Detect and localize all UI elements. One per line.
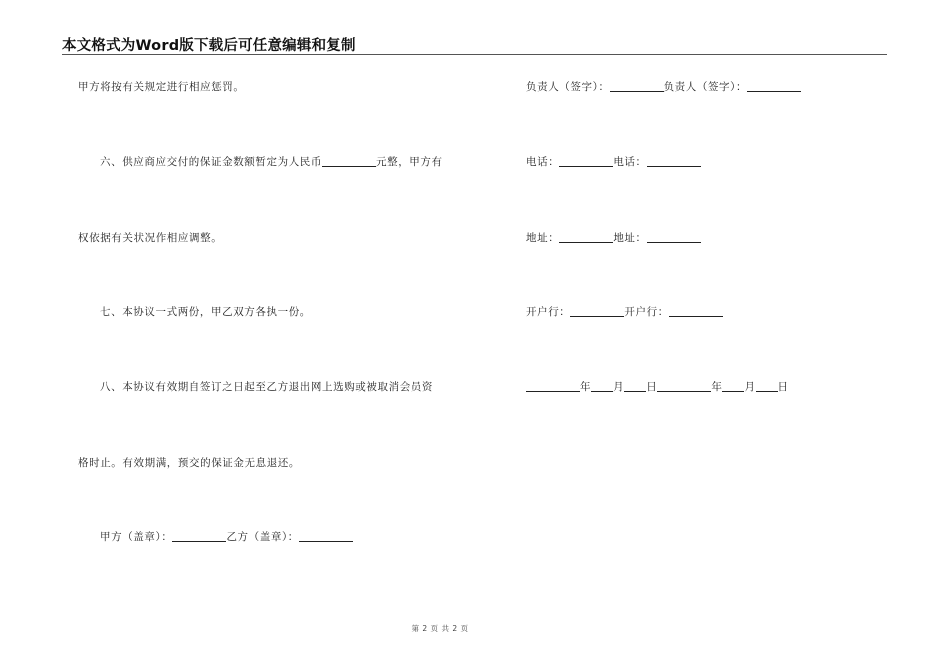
phone-blank-a — [559, 154, 613, 167]
date-month-blank-b — [722, 379, 744, 392]
party-b-seal-label: 乙方（盖章）： — [226, 531, 299, 543]
address-line — [526, 230, 701, 245]
page-number-footer: 第 2 页 共 2 页 — [411, 624, 469, 633]
date-day-blank-b — [756, 379, 778, 392]
bank-blank-b — [669, 304, 723, 317]
deposit-text-a: 六、供应商应交付的保证金数额暂定为人民币 — [100, 156, 322, 168]
responsible-signature-line — [526, 79, 801, 94]
responsible-label-b: 负责人（签字）： — [663, 81, 748, 93]
document-header-title: 本文格式为Word版下载后可任意编辑和复制 — [62, 38, 356, 54]
phone-label-a: 电话： — [526, 156, 560, 168]
date-year-blank-b — [657, 379, 711, 392]
address-label-a: 地址： — [526, 232, 560, 244]
date-year-label-b: 年 — [711, 381, 723, 393]
phone-line — [526, 154, 701, 169]
phone-label-b: 电话： — [613, 156, 647, 168]
paragraph-deposit-adjust: 权依据有关状况作相应调整。 — [78, 232, 223, 244]
date-line — [526, 379, 789, 394]
paragraph-copies: 七、本协议一式两份，甲乙双方各执一份。 — [100, 306, 311, 318]
paragraph-penalty: 甲方将按有关规定进行相应惩罚。 — [78, 81, 245, 93]
phone-blank-b — [647, 154, 701, 167]
bank-label-b: 开户行： — [624, 306, 669, 318]
bank-line — [526, 304, 723, 319]
date-day-blank-a — [624, 379, 646, 392]
date-month-blank-a — [591, 379, 613, 392]
responsible-label-a: 负责人（签字）： — [526, 81, 610, 93]
deposit-amount-blank — [322, 154, 376, 167]
date-year-blank-a — [526, 379, 580, 392]
date-year-label-a: 年 — [580, 381, 592, 393]
paragraph-deposit — [100, 154, 443, 169]
paragraph-validity-cont: 格时止。有效期满，预交的保证金无息退还。 — [78, 457, 300, 469]
paragraph-validity: 八、本协议有效期自签订之日起至乙方退出网上选购或被取消会员资 — [100, 381, 433, 393]
address-label-b: 地址： — [613, 232, 647, 244]
date-month-label-a: 月 — [613, 381, 625, 393]
party-a-seal-blank — [172, 529, 226, 542]
date-day-label-a: 日 — [646, 381, 658, 393]
header-divider — [62, 54, 887, 55]
party-a-seal-label: 甲方（盖章）： — [100, 531, 173, 543]
deposit-text-b: 元整，甲方有 — [376, 156, 443, 168]
date-month-label-b: 月 — [744, 381, 756, 393]
responsible-blank-b — [747, 79, 801, 92]
address-blank-b — [647, 230, 701, 243]
signature-line-parties — [100, 529, 353, 544]
address-blank-a — [559, 230, 613, 243]
bank-blank-a — [570, 304, 624, 317]
date-day-label-b: 日 — [777, 381, 789, 393]
party-b-seal-blank — [299, 529, 353, 542]
responsible-blank-a — [610, 79, 664, 92]
bank-label-a: 开户行： — [526, 306, 571, 318]
